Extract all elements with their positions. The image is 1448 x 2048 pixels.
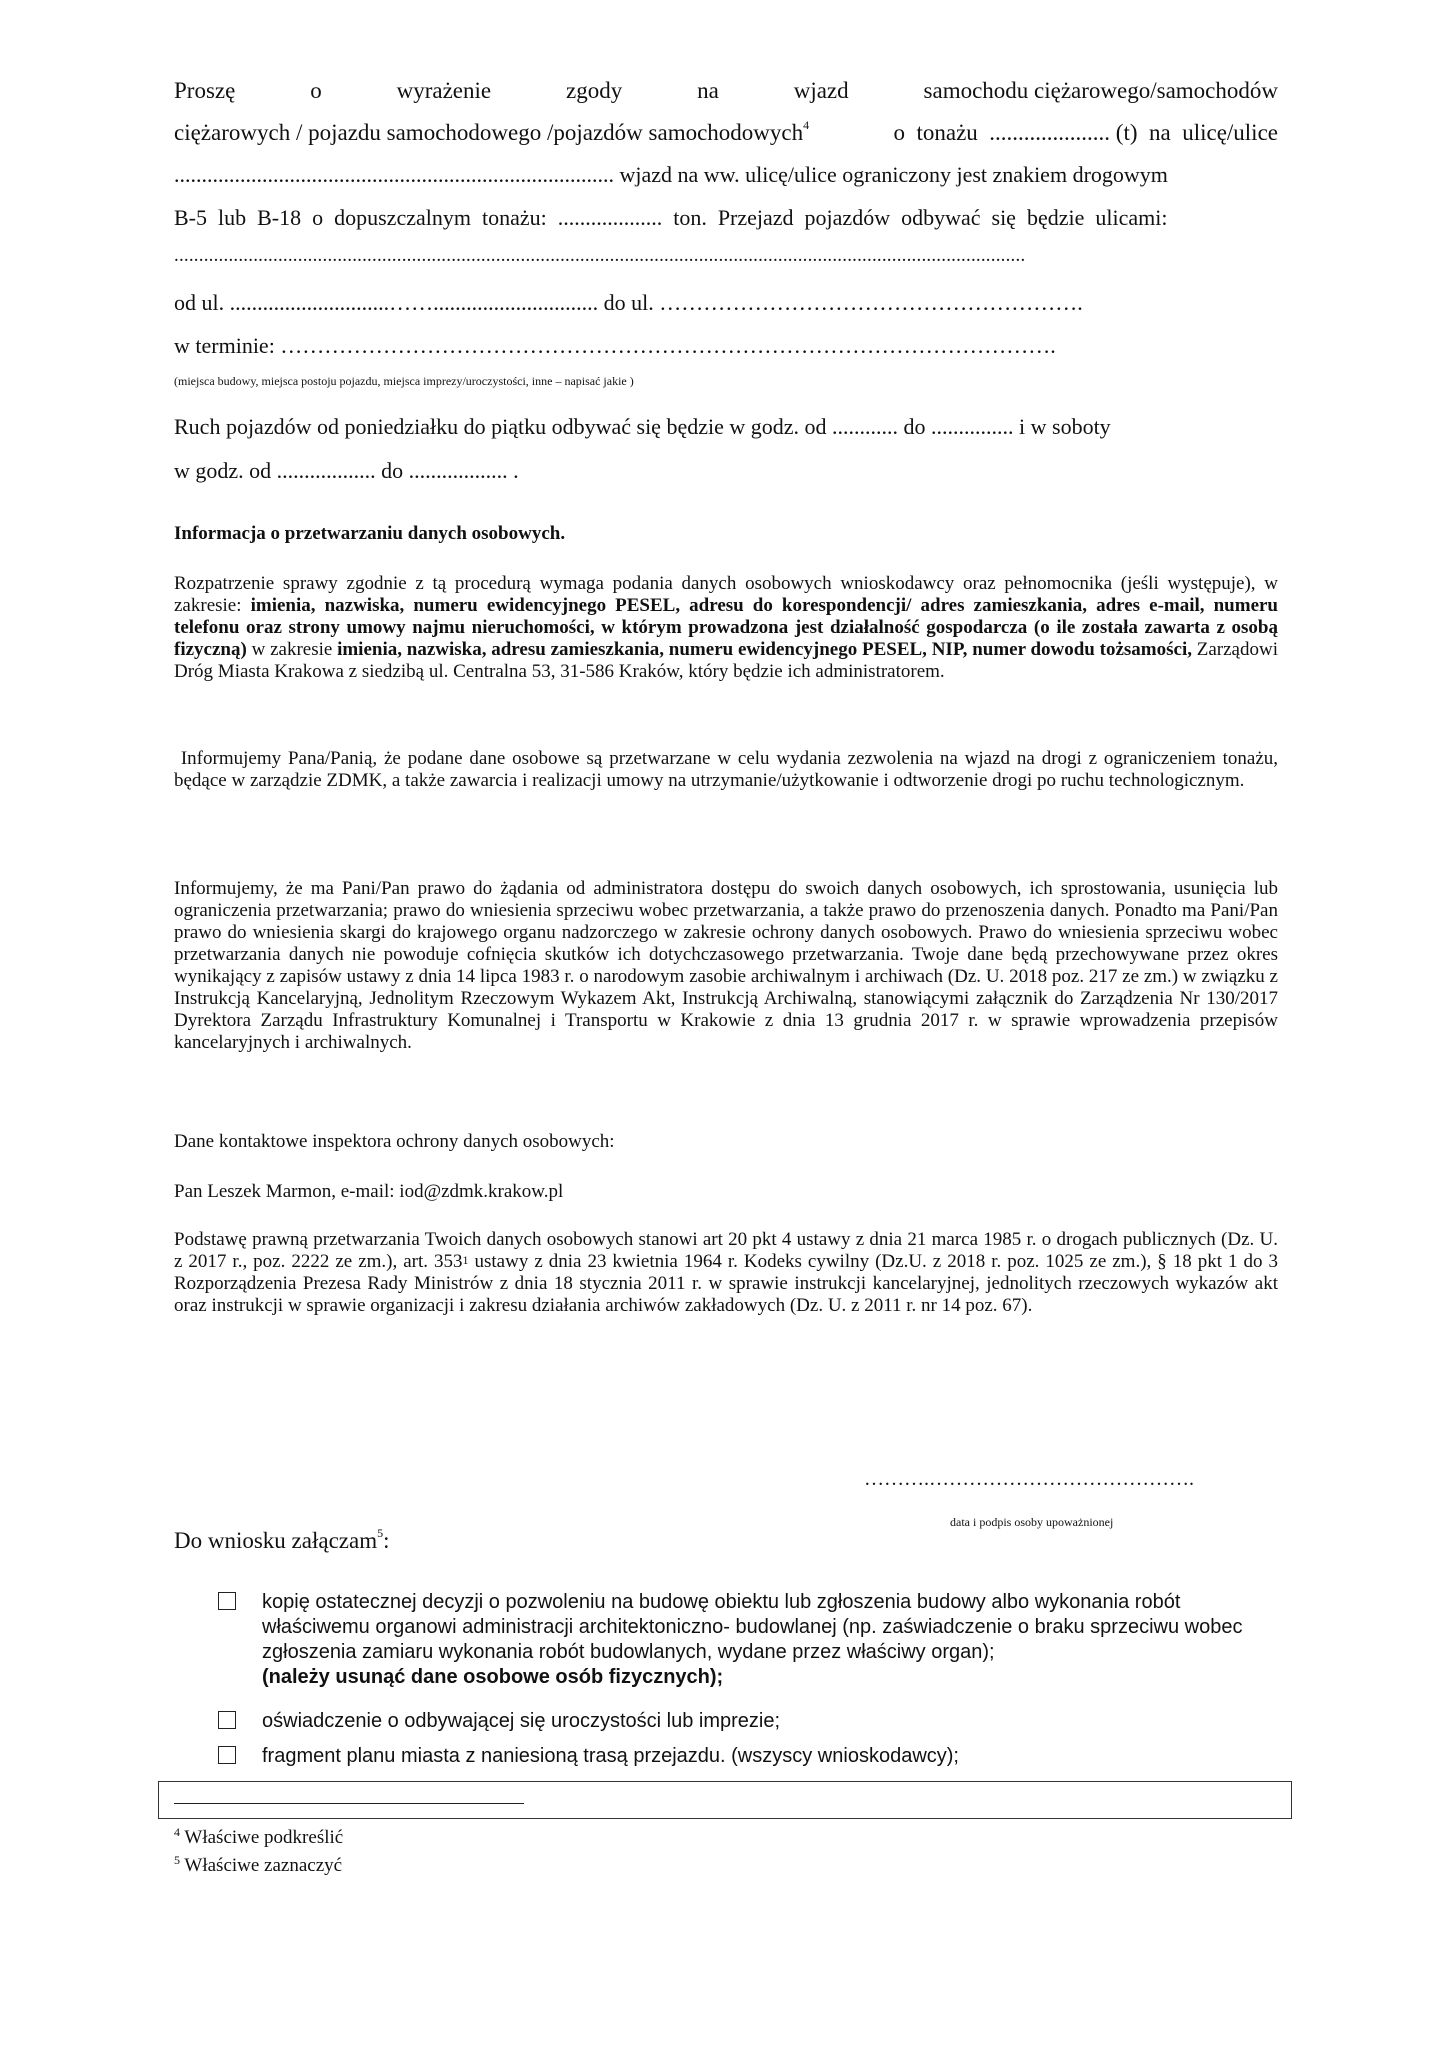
rodo-text: Informujemy, że ma Pani/Pan prawo do żądania od administratora dostępu do swoich danych osobowych, ich sprostowania, usunięcia lub ograniczenia przetwarzania; prawo do wniesienia sprzeciwu wobec przetwarzania, a także prawo do przenoszenia danych. Ponadto ma Pani/Pan prawo do wniesienia skargi do krajowego organu nadzorczego w zakresie ochrony danych osobowych. Prawo do wniesienia sprzeciwu wobec przetwarzania danych nie powoduje cofnięcia skutków ich dotychczasowego przetwarzania. Twoje dane będą przechowywane przez okres wynikający z zapisów ustawy z dnia 14 lipca 1983 r. o narodowym zasobie archiwalnym i archiwach (Dz. U. 2018 poz. 217 ze zm.) w związku z Instrukcją Kancelaryjną, Jednolitym Rzeczowym Wykazem Akt, Instrukcją Archiwalną, stanowiącymi załącznik do Zarządzenia Nr 130/2017 Dyrektora Zarządu Infrastruktury Komunalnej i Transportu w Krakowie z dnia 13 grudnia 2017 r. w sprawie wprowadzenia przepisów kancelaryjnych i archiwalnych. <box>174 878 1278 1053</box>
footnote-text: Właściwe zaznaczyć <box>180 1855 343 1876</box>
footnote-number: 4 <box>174 1825 180 1839</box>
request-line-5: ............................................................................................................................................................................ <box>174 245 1026 266</box>
word: zgody <box>566 78 623 103</box>
request-text: ciężarowych / pojazdu samochodowego /pojazdów samochodowych <box>174 120 804 145</box>
footnote-separator <box>174 1803 524 1804</box>
rodo-text: Zarządowi Dróg Miasta Krakowa z siedzibą ul. Centralna 53, 31-586 Kraków, który będzie ich administratorem. <box>174 639 1278 682</box>
signature-caption: data i podpis osoby upoważnionej <box>950 1515 1114 1529</box>
attachment-text: fragment planu miasta z naniesioną trasą przejazdu. (wszyscy wnioskodawcy); <box>262 1745 959 1767</box>
checkbox[interactable] <box>218 1592 236 1610</box>
rodo-paragraph-1 <box>174 573 1278 683</box>
rodo-text: Rozpatrzenie sprawy zgodnie z tą procedurą wymaga podania danych osobowych wnioskodawcy oraz pełnomocnika (jeśli występuje), w zakresie: <box>174 573 1278 616</box>
request-line-7: w terminie: ……………………………………………………………………………………………. <box>174 333 1056 358</box>
footnote-number: 5 <box>174 1853 180 1867</box>
rodo-paragraph-3 <box>174 878 1278 1054</box>
word: wjazd <box>793 78 849 103</box>
request-line-4: B-5 lub B-18 o dopuszczalnym tonażu: ................... ton. Przejazd pojazdów odbywać się będzie ulicami: <box>174 205 1168 230</box>
checkbox[interactable] <box>218 1746 236 1764</box>
hours-line-2: w godz. od .................. do .................. . <box>174 458 519 483</box>
word: Proszę <box>174 78 236 103</box>
request-text: o tonażu ..................... (t) na ulicę/ulice <box>893 120 1278 145</box>
superscript: 1 <box>462 1253 469 1267</box>
footnote-5 <box>174 1855 342 1877</box>
request-line-6: od ul. .............................…….............................. do ul. …………………………………………………. <box>174 290 1083 315</box>
checkbox[interactable] <box>218 1711 236 1729</box>
rodo-bold-text: imienia, nazwiska, adresu zamieszkania, numeru ewidencyjnego PESEL, NIP, numer dowodu tożsamości, <box>337 639 1192 660</box>
footnote-text: Właściwe podkreślić <box>180 1827 344 1848</box>
attachments-heading <box>174 1528 389 1554</box>
rodo-text: Podstawę prawną przetwarzania Twoich danych osobowych stanowi art 20 pkt 4 ustawy z dnia 21 marca 1985 r. o drogach publicznych (Dz. U. z 2017 r., poz. 2222 ze zm.), art. 353 <box>174 1229 1278 1272</box>
rodo-heading: Informacja o przetwarzaniu danych osobowych. <box>174 523 566 544</box>
word: wyrażenie <box>396 78 492 103</box>
footnote-ref: 5 <box>377 1526 384 1540</box>
attachment-bold-note: (należy usunąć dane osobowe osób fizycznych); <box>262 1666 724 1688</box>
request-line-2 <box>174 120 1278 146</box>
word: na <box>697 78 719 103</box>
footnote-4 <box>174 1827 343 1849</box>
rodo-paragraph-4: Dane kontaktowe inspektora ochrony danych osobowych: <box>174 1131 615 1152</box>
rodo-paragraph-2 <box>174 748 1283 792</box>
attachments-heading-colon: : <box>383 1528 390 1553</box>
rodo-text: w zakresie <box>246 639 338 660</box>
attachment-item-1[interactable] <box>218 1590 1288 1690</box>
request-note: (miejsca budowy, miejsca postoju pojazdu, miejsca imprezy/uroczystości, inne – napisać jakie ) <box>174 374 634 388</box>
signature-line: ……….…………………………………. <box>864 1468 1194 1490</box>
footnote-ref: 4 <box>803 118 810 132</box>
attachments-heading-text: Do wniosku załączam <box>174 1528 378 1553</box>
rodo-paragraph-6 <box>174 1229 1278 1317</box>
rodo-text: ustawy z dnia 23 kwietnia 1964 r. Kodeks cywilny (Dz.U. z 2018 r. poz. 1025 ze zm.), § 18 pkt 1 do 3 Rozporządzenia Prezesa Rady Ministrów z dnia 18 stycznia 2011 r. w sprawie instrukcji kancelaryjnej, jednolitych rzeczowych wykazów akt oraz instrukcji w sprawie organizacji i zakresu działania archiwów zakładowych (Dz. U. z 2011 r. nr 14 poz. 67). <box>174 1251 1279 1316</box>
attachment-text: kopię ostatecznej decyzji o pozwoleniu na budowę obiektu lub zgłoszenia budowy albo wykonania robót właściwemu organowi administracji architektoniczno- budowlanej (np. zaświadczenie o braku sprzeciwu wobec zgłoszenia zamiaru wykonania robót budowlanych, wydane przez właściwy organ); <box>262 1591 1243 1663</box>
request-line-3: ................................................................................ wjazd na ww. ulicę/ulice ograniczony jest znakiem drogowym <box>174 162 1168 187</box>
word: o <box>310 78 322 103</box>
attachment-item-2[interactable] <box>218 1709 1288 1734</box>
word: samochodu ciężarowego/samochodów <box>923 78 1278 103</box>
rodo-paragraph-5: Pan Leszek Marmon, e-mail: iod@zdmk.krakow.pl <box>174 1181 564 1202</box>
bottom-frame <box>158 1781 1292 1819</box>
request-line-1 <box>174 78 1278 104</box>
hours-line-1: Ruch pojazdów od poniedziałku do piątku odbywać się będzie w godz. od ............ do ............... i w soboty <box>174 414 1111 439</box>
attachment-text: oświadczenie o odbywającej się uroczystości lub imprezie; <box>262 1710 781 1732</box>
rodo-text: Informujemy Pana/Panią, że podane dane osobowe są przetwarzane w celu wydania zezwolenia na wjazd na drogi z ograniczeniem tonażu, będące w zarządzie ZDMK, a także zawarcia i realizacji umowy na utrzymanie/użytkowanie i odtworzenie drogi po ruchu technologicznym. <box>174 748 1283 791</box>
rodo-bold-text: imienia, nazwiska, numeru ewidencyjnego PESEL, adresu do korespondencji/ adres zamieszkania, adres e-mail, numeru telefonu oraz strony umowy najmu nieruchomości, w którym prowadzona jest działalność gospodarcza (o ile została zawarta z osobą fizyczną) <box>174 595 1279 660</box>
attachment-item-3[interactable] <box>218 1744 1288 1769</box>
